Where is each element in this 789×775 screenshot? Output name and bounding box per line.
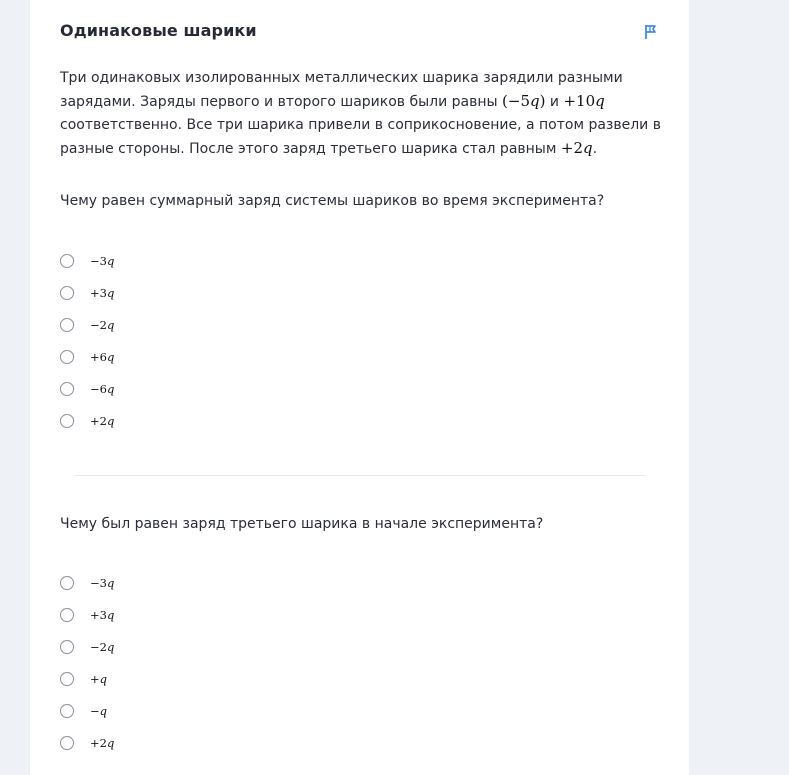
q2-option-4[interactable]: [60, 670, 360, 702]
q2-option-3[interactable]: [60, 638, 360, 670]
radio-button[interactable]: [60, 254, 74, 268]
option-label: −2q: [90, 640, 115, 654]
task-card: [30, 0, 689, 775]
problem-statement: [60, 67, 666, 161]
q1-option-5[interactable]: [60, 380, 360, 412]
radio-button[interactable]: [60, 608, 74, 622]
q2-option-5[interactable]: [60, 702, 360, 734]
option-label: +6q: [90, 350, 115, 364]
problem-text-2: и: [545, 94, 564, 110]
problem-text-4: .: [592, 141, 598, 157]
radio-button[interactable]: [60, 736, 74, 750]
radio-button[interactable]: [60, 640, 74, 654]
section-divider: [75, 475, 645, 476]
option-label: −3q: [90, 576, 115, 590]
problem-text-3: соответственно. Все три шарика привели в соприкосновение, а потом развели в разные стороны. После этого заряд третьего шарика стал равным: [60, 117, 661, 157]
q2-option-2[interactable]: [60, 606, 360, 638]
radio-button[interactable]: [60, 414, 74, 428]
option-label: +3q: [90, 608, 115, 622]
q1-option-4[interactable]: [60, 348, 360, 380]
radio-button[interactable]: [60, 286, 74, 300]
radio-button[interactable]: [60, 576, 74, 590]
math-charge-2: +10q: [563, 92, 605, 110]
flag-icon[interactable]: [644, 24, 658, 40]
q2-option-6[interactable]: [60, 734, 360, 766]
question-1-text: Чему равен суммарный заряд системы шариков во время эксперимента?: [60, 193, 605, 209]
option-label: −6q: [90, 382, 115, 396]
task-title: Одинаковые шарики: [60, 21, 257, 40]
option-label: −q: [90, 704, 108, 718]
q1-option-3[interactable]: [60, 316, 360, 348]
radio-button[interactable]: [60, 704, 74, 718]
q2-option-1[interactable]: [60, 574, 360, 606]
option-label: −3q: [90, 254, 115, 268]
radio-button[interactable]: [60, 318, 74, 332]
math-charge-3: +2q: [560, 139, 593, 157]
option-label: +3q: [90, 286, 115, 300]
problem-text-1: Три одинаковых изолированных металлических шарика зарядили разными зарядами. Заряды первого и второго шариков были равны: [60, 70, 623, 110]
q1-option-6[interactable]: [60, 412, 360, 444]
question-2-options: [60, 574, 360, 766]
option-label: +q: [90, 672, 108, 686]
radio-button[interactable]: [60, 350, 74, 364]
q1-option-1[interactable]: [60, 252, 360, 284]
radio-button[interactable]: [60, 382, 74, 396]
option-label: +2q: [90, 736, 115, 750]
question-1-options: [60, 252, 360, 444]
q1-option-2[interactable]: [60, 284, 360, 316]
question-2-text: Чему был равен заряд третьего шарика в начале эксперимента?: [60, 516, 544, 532]
radio-button[interactable]: [60, 672, 74, 686]
option-label: −2q: [90, 318, 115, 332]
option-label: +2q: [90, 414, 115, 428]
math-charge-1: (−5q): [502, 92, 546, 110]
